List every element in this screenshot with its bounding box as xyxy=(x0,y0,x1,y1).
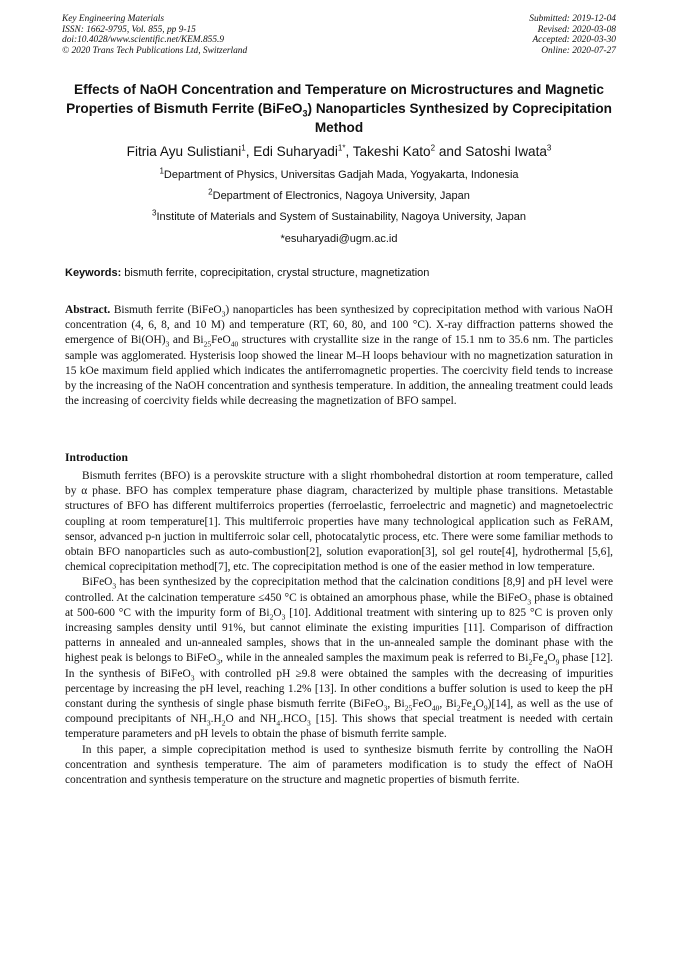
issn-line: ISSN: 1662-9795, Vol. 855, pp 9-15 xyxy=(62,24,196,35)
keywords xyxy=(65,266,615,280)
author-2: Edi Suharyadi xyxy=(253,144,338,159)
journal-info xyxy=(62,14,247,56)
keywords-text: bismuth ferrite, coprecipitation, crystal structure, magnetization xyxy=(121,267,430,279)
introduction-body xyxy=(65,469,613,788)
affiliation-3: $^3$Institute of Materials and System of Sustainability, Nagoya University, Japan xyxy=(152,208,526,223)
paper-title: Effects of NaOH Concentration and Temperature on Microstructures and Magnetic Properties of Bismuth Ferrite (BiFeO$_3$) Nanoparticles Synthesized by Coprecipitation Method xyxy=(66,82,612,135)
submitted-date: Submitted: 2019-12-04 xyxy=(529,14,616,24)
doi-line: doi:10.4028/www.scientific.net/KEM.855.9 xyxy=(62,35,225,46)
corresponding-email[interactable]: *esuharyadi@ugm.ac.id xyxy=(280,233,398,245)
introduction-heading: Introduction xyxy=(65,451,128,464)
author-4: Satoshi Iwata xyxy=(465,144,547,159)
abstract: Abstract. Bismuth ferrite (BiFeO$_3$) nanoparticles has been synthesized by coprecipitation method with various NaOH concentration (4, 6, 8, and 10 M) and temperature (RT, 60, 80, and 100 °C). X-ray diffraction patterns showed the emergence of $Bi(OH)_3$ and $Bi_{25}FeO_{40}$ structures with crystallite size in the range of 15.1 nm to 35.6 nm. The particles sample was agglomerated. Hysterisis loop showed the linear M–H loops behaviour with no magnetization saturation in 15 kOe maximum field applied which indicates the antiferromagnetic properties. The coercivity field tends to increase by the increasing of the NaOH concentration and synthesis temperature. In addition, the annealing treatment could leads the increasing of coercivity fields while decreasing the magnetization of BFO sampel. xyxy=(65,304,614,408)
affiliation-2: $^2$Department of Electronics, Nagoya University, Japan xyxy=(208,187,470,202)
publication-dates xyxy=(529,14,616,56)
affiliation-1: $^1$Department of Physics, Universitas Gadjah Mada, Yogyakarta, Indonesia xyxy=(159,166,519,181)
abstract-label: Abstract. xyxy=(65,304,111,316)
online-date: Online: 2020-07-27 xyxy=(541,45,616,56)
accepted-date: Accepted: 2020-03-30 xyxy=(532,35,616,46)
revised-date: Revised: 2020-03-08 xyxy=(537,24,616,35)
author-1: Fitria Ayu Sulistiani xyxy=(126,144,242,159)
journal-name: Key Engineering Materials xyxy=(62,14,165,24)
author-list: Fitria Ayu Sulistiani$^1$, Edi Suharyadi$^{1*}$, Takeshi Kato$^2$ and Satoshi Iwata$^3$ xyxy=(126,143,552,159)
intro-paragraph-1: Bismuth ferrites (BFO) is a perovskite structure with a slight rhombohedral distortion at room temperature, called by α phase. BFO has complex temperature phase diagram, characterized by multiple phase transitions. Metastable structures of BFO has different multiferroics properties (ferroelastic, ferroelectric and magnetic) and magnetoelectric coupling at room temperature[1]. This multiferroic properties have many technological application such as FeRAM, sensor, advanced p-n juction in multiferroic solar cell, photocatalytic process, etc. There were some familiar methods to obtain BFO nanoparticles such as auto-combustion[2], solution evaporation[3], sol gel route[4], hydrothermal [5,6], chemical coprecipitation method[7], etc. The coprecipitation method is one of the easier method in low temperature. xyxy=(65,470,613,574)
intro-paragraph-3: In this paper, a simple coprecipitation method is used to synthesize bismuth ferrite by controlling the NaOH concentration and synthesis temperature. The aim of parameters modification is to study the effect of NaOH concentration and synthesis temperature on the structure and magnetic properties of bismuth ferrite. xyxy=(65,743,613,787)
copyright-line: © 2020 Trans Tech Publications Ltd, Switzerland xyxy=(62,45,248,56)
author-3: Takeshi Kato xyxy=(352,144,431,159)
keywords-label: Keywords: xyxy=(65,267,122,279)
intro-paragraph-2: BiFeO$_3$ has been synthesized by the coprecipitation method that the calcination conditions [8,9] and pH level were controlled. At the calcination temperature ≤450 °C is obtained an amorphous phase, while the BiFeO$_3$ phase is obtained at 500-600 °C with the impurity form of $Bi_2O_3$ [10]. Additional treatment with sintering up to 825 °C is proven only increasing samples density until 91%, but cannot eliminate the existing impurities [11]. Comparison of diffraction patterns in annealed and un-annealed samples, shows that in the un-annealed sample the dominant phase with the highest peak is belongs to BiFeO$_3$, while in the annealed samples the maximum peak is referred to $Bi_2Fe_4O_9$ phase [12]. In the synthesis of BiFeO$_3$ with controlled pH ≥9.8 were obtained the samples with the decreasing of impurities percentage by increasing the pH level, reaching 1.2% [13]. In other conditions a buffer solution is used to keep the pH constant during the synthesis of single phase bismuth ferrite (BiFeO$_3$, $Bi_{25}FeO_{40}$, $Bi_2Fe_4O_9)[14]$, as well as the use of compound precipitants of $NH_3.H_2O$ and $NH_4.HCO_3$ [15]. This shows that special treatment is needed with certain temperature parameters and pH levels to obtain the phase of bismuth ferrite sample. xyxy=(65,576,613,741)
